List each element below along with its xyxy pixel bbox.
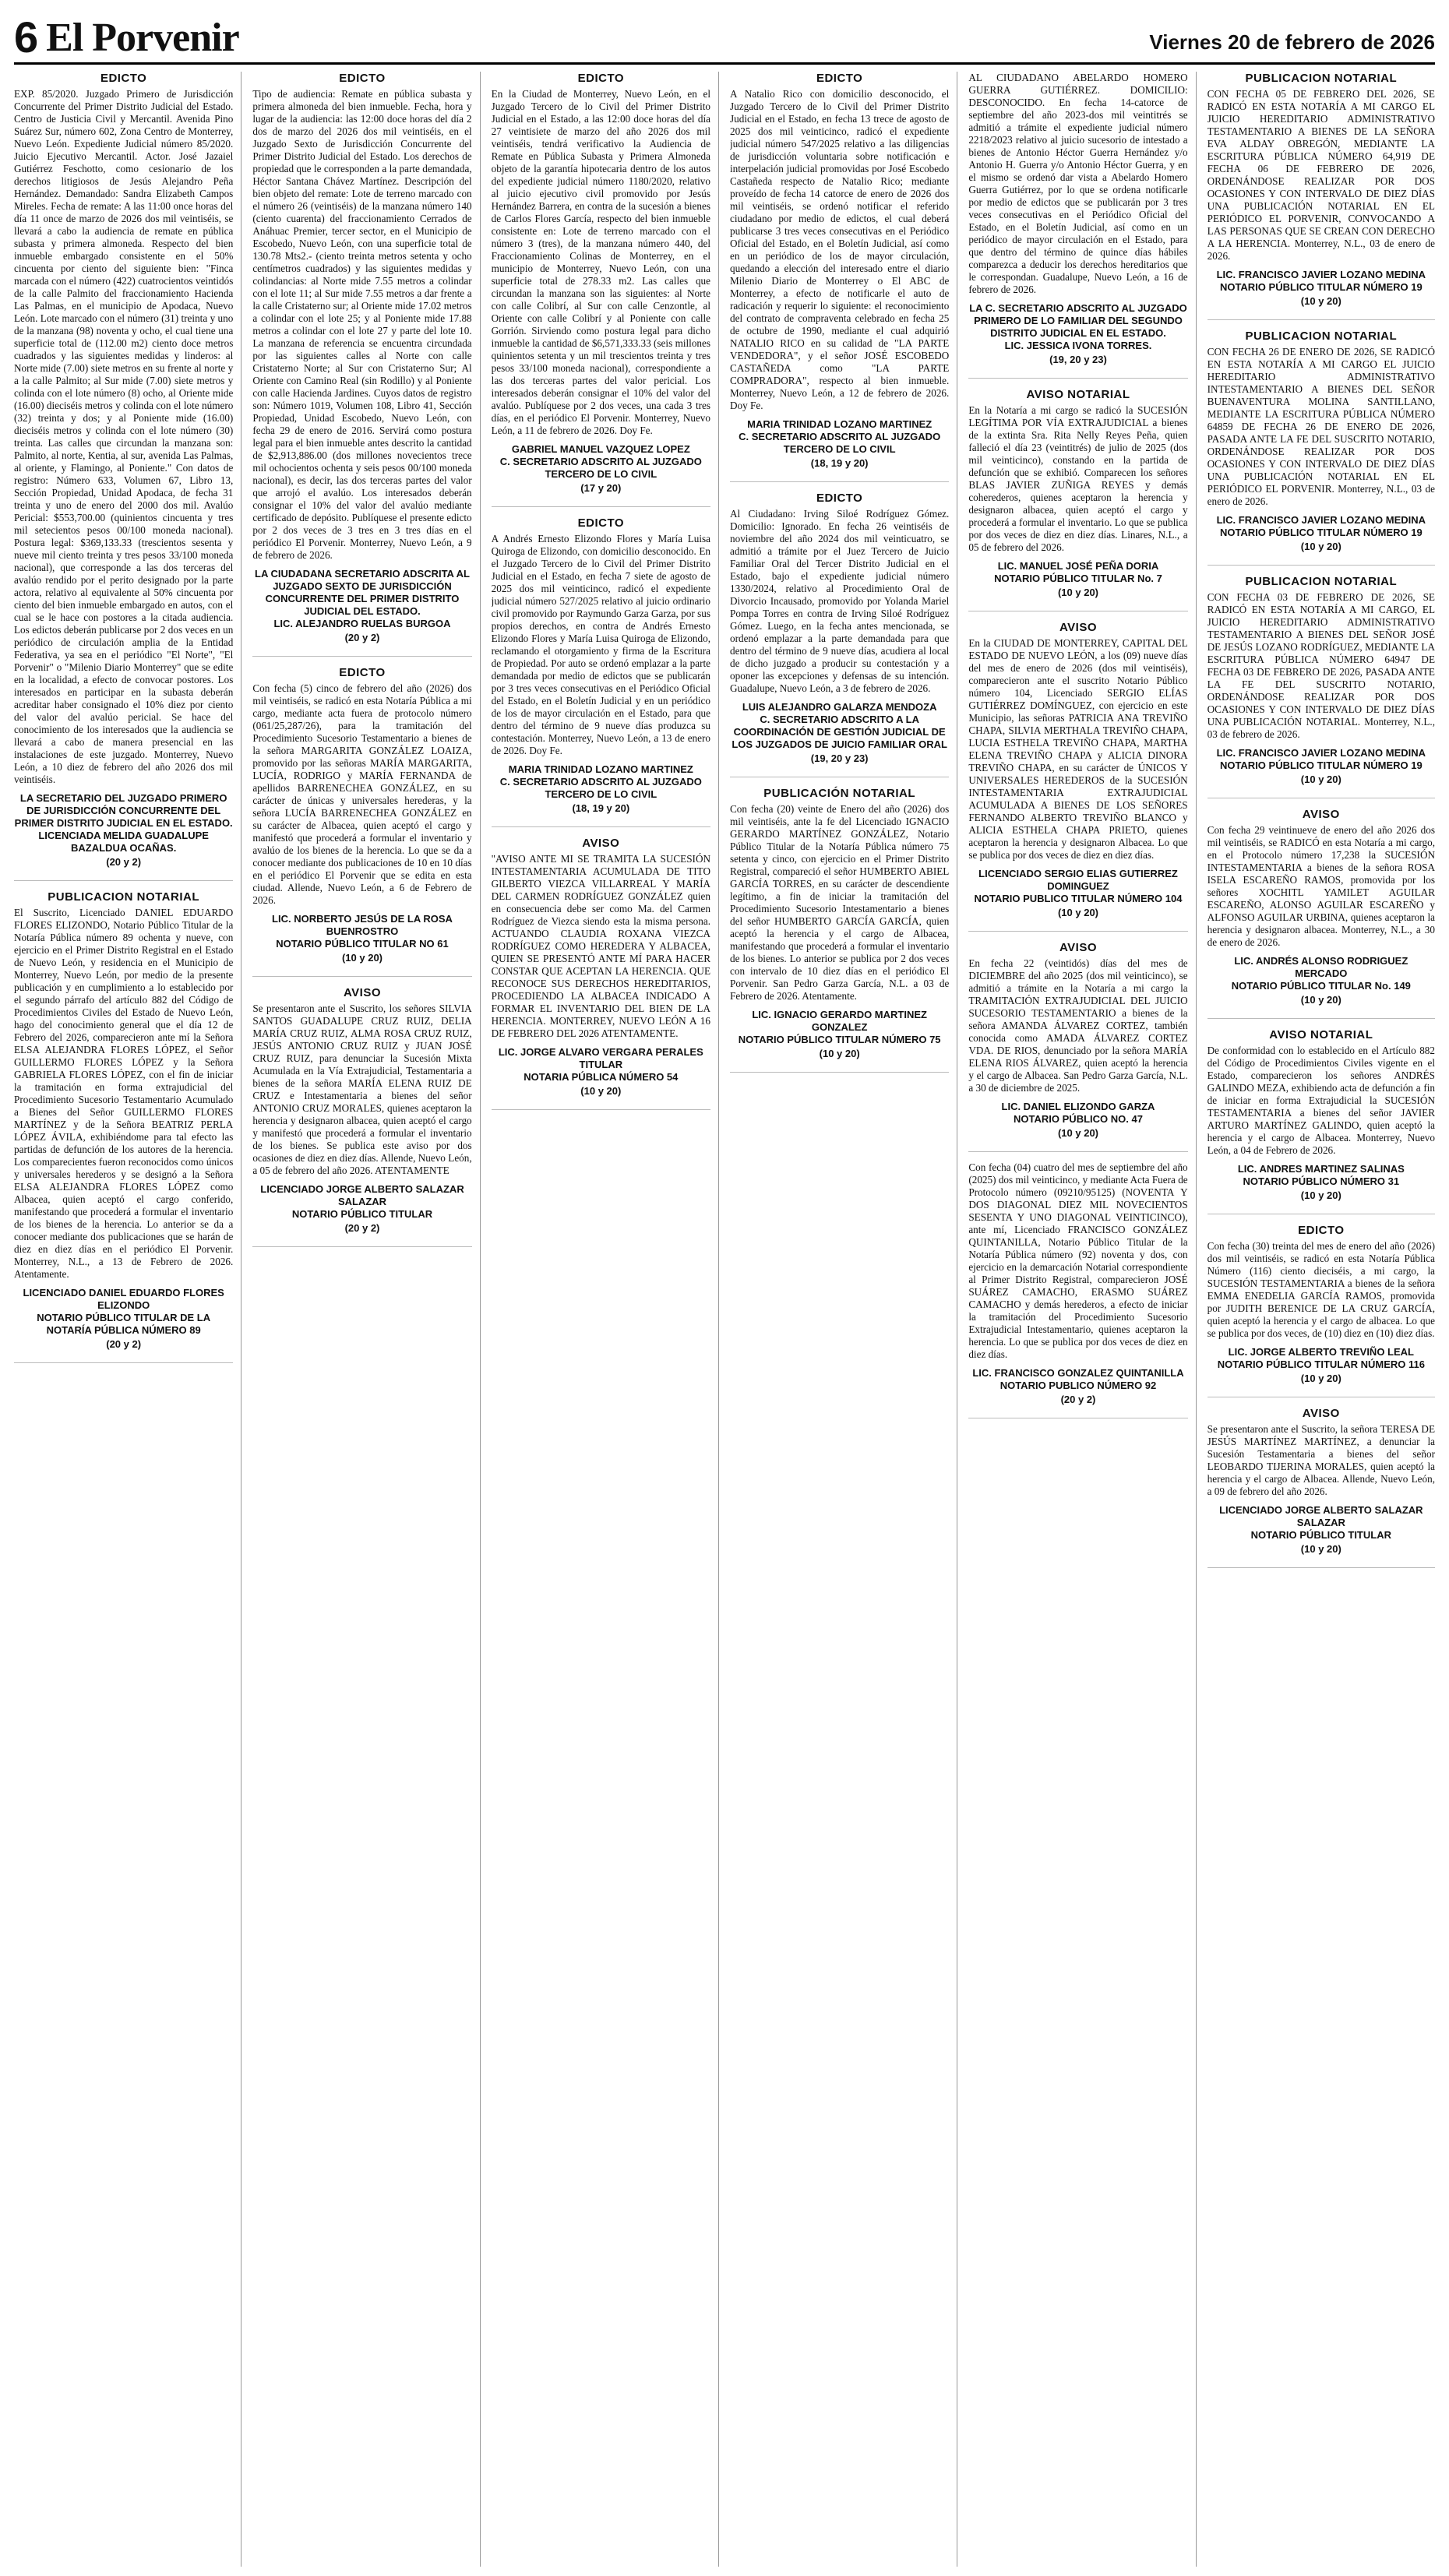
legal-notice <box>968 72 1187 365</box>
notice-title: EDICTO <box>339 72 386 85</box>
column-2 <box>252 72 480 2567</box>
notice-body: Tipo de audiencia: Remate en pública subasta y primera almoneda del bien inmueble. Fecha, hora y lugar de la audiencia: las 12:00 doce horas del día 2 dos de marzo del 2026 dos mil veintiséis, en el Juzgado Sexto de Jurisdicción Concurrente del Primer Distrito Judicial del Estado. Los derechos de propiedad que le corresponden a la parte demandada, Héctor Santana Chávez Martínez. Descripción del bien objeto del remate: Lote de terreno marcado con el número 26 (veintiséis) de la manzana número 140 (ciento cuarenta) del fraccionamiento Cerrados de Anáhuac Premier, tercer sector, en el Municipio de Escobedo, Nuevo León, con una superficie total de 130.78 Mts2.- (ciento treinta metros setenta y ocho centímetros cuadrados) y las siguientes medidas y colindancias: al Norte mide 7.55 metros a colindar con el lote 11; al Sur mide 7.55 metros a dar frente a la calle Cristaterno sur; al Oriente mide 17.02 metros a colindar con el lote 25; y al Poniente mide 17.88 metros a colindar con el lote 27 y parte del lote 10. La manzana de referencia se encuentra circundada por las siguientes calles al Norte con calle Cristaterno Norte; al Sur con Cristaterno Sur; Al Oriente con Camino Real (sin Rodillo) y al Poniente con calle Hacienda Jardines. Cuyos datos de registro son: Número 1019, Volumen 108, Libro 41, Sección Propiedad, Unidad Escobedo, Nuevo León, con fecha 29 de enero de 2016. Servirá como postura legal para el bien inmueble antes descrito la cantidad de $2,913,886.00 (dos millones novecientos trece mil ochocientos ochenta y seis pesos 00/100 moneda nacional), es decir, las dos terceras partes del valor que arrojó el avalúo. Los interesados deberán consignar el 10% del valor del avalúo mediante certificado de depósito. Publíquese el presente edicto por 2 dos veces de 3 tres en 3 tres días en el periódico El Porvenir. Monterrey, Nuevo León, a 9 de febrero de 2026. <box>252 88 472 561</box>
newspaper-name: El Porvenir <box>46 16 239 60</box>
column-6 <box>1208 72 1435 2567</box>
legal-notice <box>252 666 471 964</box>
notice-signature: LIC. FRANCISCO GONZALEZ QUINTANILLA NOTARIO PUBLICO NÚMERO 92 <box>972 1367 1184 1391</box>
masthead <box>14 8 1435 62</box>
notice-title: AVISO NOTARIAL <box>1026 388 1130 401</box>
notice-title: EDICTO <box>816 72 863 85</box>
notice-body: En la Ciudad de Monterrey, Nuevo León, en el Juzgado Tercero de lo Civil del Primer Distrito Judicial en el Estado, a las 12:00 doce horas del día 27 veintisiete de marzo del año 2026 dos mil veintiséis, tendrá verificativo la Audiencia de Remate en Pública Subasta y Primera Almoneda objeto de la garantía hipotecaria dentro de los autos del expediente judicial número 1180/2020, relativo al juicio ejecutivo civil promovido por Jesús Hernández Barrera, en contra de la sucesión a bienes de Carlos Flores García, respecto del bien inmueble consistente en: Lote de terreno marcado con el número 3 (tres), de la manzana número 440, del Fraccionamiento Colinas de Monterrey, en el municipio de Monterrey, Nuevo León, con una superficie total de 278.33 m2. Las calles que circundan la manzana son las siguientes: al Norte con calle Colibrí, al Sur con calle Cenzontle, al Oriente con calle Colibrí y al Poniente con calle Gorrión. Sirviendo como postura legal para dicho inmueble la cantidad de $6,571,333.33 (seis millones quinientos setenta y un mil trescientos treinta y tres pesos 33/100 moneda nacional), correspondiente a las dos terceras partes del valor pericial. Los interesados deberán consignar el 10% del valor del avalúo. Publíquese por 2 dos veces, una cada 3 tres días, en el periódico El Porvenir. Monterrey, Nuevo León, a 11 de febrero de 2026. Doy Fe. <box>491 88 710 436</box>
notice-signature: LIC. FRANCISCO JAVIER LOZANO MEDINA NOTARIO PÚBLICO TITULAR NÚMERO 19 <box>1216 747 1426 771</box>
notice-title: PUBLICACION NOTARIAL <box>1245 575 1398 588</box>
publication-dates: (19, 20 y 23) <box>1049 354 1107 365</box>
publication-dates: (10 y 20) <box>819 1048 860 1059</box>
legal-notice <box>730 72 949 469</box>
notice-signature: LIC. ANDRÉS ALONSO RODRIGUEZ MERCADO NOTARIO PÚBLICO TITULAR No. 149 <box>1231 955 1411 992</box>
notice-title: PUBLICACION NOTARIAL <box>48 890 200 904</box>
notice-body: Con fecha (04) cuatro del mes de septiembre del año (2025) dos mil veinticinco, y mediante Acta Fuera de Protocolo número (09210/95125) (NOVENTA Y DOS DIAGONAL DIEZ MIL NOVECIENTOS SESENTA Y UNO DIAGONAL VEINTICINCO), ante mí, Licenciado FRANCISCO GONZÁLEZ QUINTANILLA, Notario Público Titular de la Notaría Pública número (92) noventa y dos, con ejercicio en la demarcación Notarial correspondiente al Primer Distrito Registral, comparecieron JOSÉ SUÁREZ CAMACHO, ERASMO SUÁREZ CAMACHO y demás herederos, a efecto de iniciar la tramitación del Procedimiento Sucesorio Extrajudicial Intestamentario, quienes aceptaron la herencia. Lo que se publica por dos veces de diez en diez días. <box>968 1161 1188 1360</box>
notice-title: EDICTO <box>339 666 386 679</box>
masthead-rule <box>14 62 1435 65</box>
publication-dates: (18, 19 y 20) <box>572 802 630 814</box>
notice-signature: LICENCIADO SERGIO ELIAS GUTIERREZ DOMINGUEZ NOTARIO PUBLICO TITULAR NÚMERO 104 <box>974 868 1183 904</box>
notice-divider <box>252 976 471 977</box>
notice-divider <box>968 378 1187 379</box>
notice-signature: LIC. NORBERTO JESÚS DE LA ROSA BUENROSTRO NOTARIO PÚBLICO TITULAR NO 61 <box>272 913 453 950</box>
notice-divider <box>1208 1018 1435 1019</box>
legal-notice <box>492 72 710 494</box>
notice-signature: LIC. IGNACIO GERARDO MARTINEZ GONZALEZ NOTARIO PÚBLICO TITULAR NÚMERO 75 <box>738 1009 941 1045</box>
publication-dates: (10 y 20) <box>1300 774 1341 785</box>
notice-signature: LIC. JORGE ALBERTO TREVIÑO LEAL NOTARIO PÚBLICO TITULAR NÚMERO 116 <box>1217 1346 1425 1370</box>
publication-dates: (18, 19 y 20) <box>810 457 869 469</box>
column-4 <box>730 72 957 2567</box>
publication-dates: (10 y 20) <box>1300 994 1341 1006</box>
notice-divider <box>492 1109 710 1110</box>
page-number: 6 <box>14 12 39 62</box>
notice-body: "AVISO ANTE MI SE TRAMITA LA SUCESIÓN INTESTAMENTARIA ACUMULADA DE TITO GILBERTO VIEZCA VILLARREAL Y MARÍA DEL CARMEN RODRÍGUEZ GONZÁLEZ quien en consecuencia debe ser como Ma. del Carmen Rodríguez de Viezca siendo esta la misma persona. ACTUANDO CLAUDIA ROXANA VIEZCA RODRÍGUEZ COMO HEREDERA Y ALBACEA, QUIEN SE PRESENTÓ ANTE MÍ PARA HACER CONSTAR QUE ACEPTAN LA HERENCIA. QUE RECONOCE SUS DERECHOS HEREDITARIOS, PROCEDIENDO LA ALBACEA INDICADO A FORMAR EL INVENTARIO DEL BIEN DE LA HERENCIA. MONTERREY, NUEVO LEÓN A 16 DE FEBRERO DEL 2026 ATENTAMENTE. <box>491 853 710 1039</box>
notice-divider <box>14 1362 233 1363</box>
notice-title: AVISO <box>1302 1407 1340 1420</box>
notice-signature: LIC. MANUEL JOSÉ PEÑA DORIA NOTARIO PÚBLICO TITULAR No. 7 <box>994 560 1162 584</box>
notice-body: EXP. 85/2020. Juzgado Primero de Jurisdicción Concurrente del Primer Distrito Judicial del Estado. Centro de Justicia Civil y Mercantil. Avenida Pino Suárez Sur, número 602, Zona Centro de Monterrey, Nuevo León. Expediente Judicial número 85/2020. Juicio Ejecutivo Mercantil. Actor. José Jazaiel Gutiérrez Feschotto, como cesionario de los derechos litigiosos de Jesús Alejandro Peña Hernández. Demandado: Sandra Elizabeth Campos Mireles. Fecha de remate: A las 11:00 once horas del día 11 once de marzo de 2026 dos mil veintiséis, se llevará a cabo la audiencia de remate en pública subasta y primera almoneda. Respecto del bien inmueble embargado consistente en el 50% cincuenta por ciento del siguiente bien: "Finca marcada con el número (422) cuatrocientos veintidós de la calle Palmito del fraccionamiento Hacienda Las Palmas, en el municipio de Apodaca, Nuevo León. Lote marcado con el número (31) treinta y uno de la manzana (98) noventa y ocho, el cual tiene una superficie total de (112.00 m2) ciento doce metros cuadrados y las siguientes medidas y linderos: al Norte mide (7.00) siete metros en su frente al norte y a la calle Palmito; al Sur mide (7.00) siete metros y colinda con el lote número (8) ocho, al Oriente mide (16.00) dieciséis metros y colinda con el lote número (32) treinta y dos; y al Poniente mide (16.00) dieciséis metros y colinda con el lote número (30) treinta. Las calles que circundan la manzana son: Palmito, al norte, Kentia, al sur, avenida Las Palmas, al oriente, y Flamingo, al Poniente." Con datos de registro: Número 633, Volumen 67, Libro 13, Sección Propiedad, Unidad Apodaca, de fecha 31 treinta y uno de enero del 2000 dos mil. Avalúo Pericial: $553,700.00 (quinientos cincuenta y tres mil setecientos pesos 00/100 moneda nacional). Postura legal: $369,133.33 (trescientos sesenta y nueve mil ciento treinta y tres pesos 33/100 moneda nacional), que corresponde a las dos terceras del avalúo rendido por el perito designado por la parte actora, relativo al equivalente al 50% cincuenta por ciento del bien inmueble embargado en autos, con el cual se le hace con postores a la citada audiencia. Los edictos deberán publicarse por 2 dos veces en un periódico de circulación amplia de la Entidad Federativa, ya sea en el periódico "El Norte", "El Porvenir" o "Milenio Diario Monterrey" que se edite en la localidad, a efecto de convocar postores. Los interesados en participar en la subasta deberán acreditar haber consignado el 10% diez por ciento del valor del avalúo pericial. Se hace del conocimiento de los interesados que la audiencia se llevará a cabo de manera presencial en las instalaciones de este juzgado. Monterrey, Nuevo León, a 10 diez de febrero del año 2026 dos mil veintiséis. <box>14 88 234 785</box>
legal-notice <box>1208 1224 1435 1384</box>
notice-title: EDICTO <box>1298 1224 1345 1237</box>
notice-signature: GABRIEL MANUEL VAZQUEZ LOPEZ C. SECRETARIO ADSCRITO AL JUZGADO TERCERO DE LO CIVIL <box>499 443 702 480</box>
notice-body: CON FECHA 05 DE FEBRERO DEL 2026, SE RADICÓ EN ESTA NOTARÍA A MI CARGO EL JUICIO HEREDITARIO ADMINISTRATIVO TESTAMENTARIO A BIENES DE LA SEÑORA EVA ALDAY OBREGÓN, MEDIANTE LA ESCRITURA PÚBLICA NÚMERO 64,919 DE FECHA 06 DE FEBRERO DE 2026, ORDENÁNDOSE REALIZAR POR DOS OCASIONES Y CON INTERVALO DE DIEZ DÍAS UNA PUBLICACIÓN NOTARIAL EN EL PERIÓDICO EL PORVENIR, CONVOCANDO A LAS PERSONAS QUE SE CREAN CON DERECHO A LA HERENCIA. Monterrey, N.L., 03 de enero de 2026. <box>1207 88 1435 262</box>
publication-dates: (10 y 20) <box>1057 907 1099 918</box>
notice-body: En la Notaría a mi cargo se radicó la SUCESIÓN LEGÍTIMA POR VÍA EXTRAJUDICIAL a bienes de la extinta Sra. Rita Nelly Reyes Peña, quien falleció el día 23 (veintitrés) de julio de 2025 (dos mil veinticinco), constando en la partida de defunción que se exhibió. Comparecen los señores BLAS JAVIER ZUÑIGA REYES y demás coherederos, quienes aceptaron la herencia y designaron albacea, quien aceptó el cargo y procederá a formular el inventario. Lo que se publica por dos veces de diez en diez días. Linares, N.L., a 05 de febrero del 2026. <box>968 404 1188 553</box>
legal-notice <box>492 837 710 1097</box>
notice-divider <box>252 1246 471 1247</box>
notice-body: Con fecha (5) cinco de febrero del año (2026) dos mil veintiséis, se radicó en esta Notaría Pública a mi cargo, mediante acta fuera de protocolo número (061/25,287/26), para la tramitación del Procedimiento Sucesorio Testamentario a bienes de la señora MARGARITA GONZÁLEZ LOAIZA, promovido por las señoras MARÍA MARGARITA, LUCÍA, RODRIGO y MARÍA FERNANDA de apellidos BARRENECHEA GONZÁLEZ, en su carácter de únicas y universales herederas, y la señora LUCÍA BARRENECHEA GONZÁLEZ en su carácter de Albacea, quien aceptó el cargo y manifestó que procederá a formular el inventario y avalúo de los bienes de la herencia. Lo que se da a conocer mediante dos publicaciones de 10 en 10 días en el periódico El Porvenir que se edita en esta ciudad. Allende, Nuevo León, a 6 de Febrero de 2026. <box>252 682 472 906</box>
legal-notice <box>968 621 1187 918</box>
legal-notice <box>1208 808 1435 1006</box>
notice-signature: LIC. FRANCISCO JAVIER LOZANO MEDINA NOTARIO PÚBLICO TITULAR NÚMERO 19 <box>1216 514 1426 538</box>
notice-title: PUBLICACION NOTARIAL <box>1245 329 1398 343</box>
notice-divider <box>968 931 1187 932</box>
notice-body: De conformidad con lo establecido en el Artículo 882 del Código de Procedimientos Civiles vigente en el Estado, comparecieron los señores ANDRÉS GALINDO MEZA, exhibiendo acta de defunción a fin de iniciar en forma Extrajudicial la SUCESIÓN TESTAMENTARIA a bienes del señor JAVIER ARTURO MARTÍNEZ GALINDO, quien aceptó la herencia y el cargo de Albacea. Monterrey, Nuevo León, a 04 de Febrero de 2026. <box>1207 1045 1435 1156</box>
classifieds-columns <box>14 72 1435 2567</box>
publication-dates: (10 y 20) <box>1300 1189 1341 1201</box>
publication-dates: (20 y 2) <box>344 632 380 643</box>
legal-notice <box>1208 329 1435 552</box>
legal-notice <box>968 941 1187 1139</box>
notice-divider <box>252 656 471 657</box>
legal-notice <box>492 516 710 814</box>
notice-signature: LIC. DANIEL ELIZONDO GARZA NOTARIO PÚBLICO NO. 47 <box>1001 1101 1155 1125</box>
notice-title: PUBLICACION NOTARIAL <box>1245 72 1398 85</box>
publication-dates: (10 y 20) <box>1300 541 1341 552</box>
notice-divider <box>14 880 233 881</box>
legal-notice <box>14 890 233 1350</box>
notice-signature: LA SECRETARIO DEL JUZGADO PRIMERO DE JURISDICCIÓN CONCURRENTE DEL PRIMER DISTRITO JUDICIAL EN EL ESTADO. LICENCIADA MELIDA GUADALUPE BAZALDUA OCAÑAS. <box>14 792 233 854</box>
publication-dates: (10 y 20) <box>341 952 383 964</box>
notice-body: Con fecha (30) treinta del mes de enero del año (2026) dos mil veintiséis, se radicó en esta Notaría Pública Número (116) ciento dieciséis, a mi cargo, la SUCESIÓN TESTAMENTARIA a bienes de la señora EMMA ENEDELIA GARCÍA RAMOS, promovida por JUDITH BERENICE DE LA CRUZ GARCÍA, quien aceptó la herencia y el cargo de albacea. Lo que se publica por dos veces, de (10) diez en (10) diez días. <box>1207 1240 1435 1339</box>
legal-notice <box>1208 575 1435 785</box>
notice-title: EDICTO <box>100 72 147 85</box>
legal-notice <box>730 492 949 764</box>
issue-date: Viernes 20 de febrero de 2026 <box>1149 30 1435 54</box>
publication-dates: (10 y 20) <box>1057 587 1099 598</box>
notice-title: AVISO NOTARIAL <box>1269 1028 1373 1041</box>
notice-body: CON FECHA 03 DE FEBRERO DE 2026, SE RADICÓ EN ESTA NOTARÍA A MI CARGO, EL JUICIO HEREDITARIO ADMINISTRATIVO TESTAMENTARIO A BIENES DEL SEÑOR JOSÉ DE JESÚS LOZANO RODRÍGUEZ, MEDIANTE LA ESCRITURA PÚBLICA NÚMERO 64947 DE FECHA 03 DE FEBRERO DE 2026, PASADA ANTE LA FE DEL SUSCRITO NOTARIO, ORDENÁNDOSE REALIZAR POR DOS OCASIONES Y CON INTERVALO DE DIEZ DÍAS UNA PUBLICACIÓN NOTARIAL. Monterrey, N.L., 03 de febrero de 2026. <box>1207 591 1435 740</box>
notice-title: EDICTO <box>577 72 625 85</box>
notice-body: En fecha 22 (veintidós) días del mes de DICIEMBRE del año 2025 (dos mil veinticinco), se admitió a trámite en la Notaría a mi cargo la TRAMITACIÓN EXTRAJUDICIAL DEL JUICIO SUCESORIO TESTAMENTARIO a bienes de la señora AMANDA ÁLVAREZ CORTEZ, también conocida como AMADA ÁLVAREZ CORTEZ VDA. DE RIOS, denunciado por la señora MARÍA ELENA RIOS ÁLVAREZ, quien aceptó la herencia y el cargo de Albacea. San Pedro Garza García, N.L. a 30 de diciembre de 2025. <box>968 957 1188 1094</box>
legal-notice <box>14 72 233 868</box>
notice-body: Se presentaron ante el Suscrito, la señora TERESA DE JESÚS MARTÍNEZ MARTÍNEZ, a denunciar la Sucesión Testamentaria a bienes del señor LEOBARDO TIJERINA MORALES, quien aceptó la herencia y el cargo de Albacea. Allende, Nuevo León, a 09 de febrero del año 2026. <box>1207 1423 1435 1497</box>
publication-dates: (10 y 20) <box>580 1085 622 1097</box>
notice-divider <box>730 1072 949 1073</box>
notice-title: AVISO <box>343 986 382 999</box>
publication-dates: (10 y 20) <box>1300 295 1341 307</box>
notice-divider <box>1208 319 1435 320</box>
publication-dates: (20 y 2) <box>106 856 142 868</box>
publication-dates: (10 y 20) <box>1300 1543 1341 1555</box>
notice-signature: MARIA TRINIDAD LOZANO MARTINEZ C. SECRETARIO ADSCRITO AL JUZGADO TERCERO DE LO CIVIL <box>499 763 702 800</box>
publication-dates: (10 y 20) <box>1057 1127 1099 1139</box>
notice-signature: LICENCIADO DANIEL EDUARDO FLORES ELIZONDO NOTARIO PÚBLICO TITULAR DE LA NOTARÍA PÚBLICA NÚMERO 89 <box>23 1287 224 1336</box>
notice-body: A Natalio Rico con domicilio desconocido, el Juzgado Tercero de lo Civil del Primer Distrito Judicial en el Estado, en fecha 13 trece de agosto de 2025 dos mil veinticinco, radicó el expediente judicial número 547/2025 relativo a las diligencias de jurisdicción voluntaria sobre notificación e interpelación judicial promovidas por José Escobedo Castañeda respecto de Natalio Rico; mediante proveído de fecha 14 catorce de enero de 2026 dos mil veintiséis, se ordenó notificar el referido ciudadano por medio de edictos, el cual deberá publicarse 3 tres veces consecutivas en el Periódico Oficial del Estado, en el Boletín Judicial, así como en un periódico de los de mayor circulación, quedando a elección del interesado entre el diario Milenio Diario de Monterrey o El ABC de Monterrey, a efecto de notificarle el auto de radicación y requerir lo siguiente: el reconocimiento del contrato de compraventa celebrado en fecha 25 de octubre de 1990, mediante el cual adquirió NATALIO RICO en su calidad de "LA PARTE VENDEDORA", y el señor JOSÉ ESCOBEDO CASTAÑEDA como "LA PARTE COMPRADORA", respecto al bien inmueble. Monterrey, Nuevo León, a 12 de febrero de 2026. Doy Fe. <box>730 88 950 411</box>
notice-signature: LIC. ANDRES MARTINEZ SALINAS NOTARIO PÚBLICO NÚMERO 31 <box>1237 1163 1405 1187</box>
notice-signature: LUIS ALEJANDRO GALARZA MENDOZA C. SECRETARIO ADSCRITO A LA COORDINACIÓN DE GESTIÓN JUDICIAL DE LOS JUZGADOS DE JUICIO FAMILIAR ORAL <box>732 701 947 750</box>
notice-divider <box>730 481 949 482</box>
notice-signature: LICENCIADO JORGE ALBERTO SALAZAR SALAZAR NOTARIO PÚBLICO TITULAR <box>260 1183 464 1220</box>
notice-divider <box>492 826 710 827</box>
notice-title: AVISO <box>1302 808 1340 821</box>
notice-body: Con fecha (20) veinte de Enero del año (2026) dos mil veintiséis, ante la fe del Licenciado IGNACIO GERARDO MARTÍNEZ GONZÁLEZ, Notario Público Titular de la Notaría Pública número 75 setenta y cinco, con ejercicio en el Primer Distrito Registral, compareció el señor HUMBERTO ABIEL GARCÍA TORRES, en su carácter de descendiente legítimo, a fin de iniciar la tramitación del Procedimiento Sucesorio Intestamentario a bienes del señor HUMBERTO GARCÍA GARCÍA, quien aceptó la herencia y el cargo de Albacea, manifestando que procederá a formular el inventario de los bienes. Lo anterior se publica por 2 dos veces con intervalo de 10 diez días en el periódico El Porvenir. San Pedro Garza García, N.L. a 03 de Febrero de 2026. Atentamente. <box>730 803 950 1002</box>
column-1 <box>14 72 242 2567</box>
notice-divider <box>492 506 710 507</box>
notice-signature: MARIA TRINIDAD LOZANO MARTINEZ C. SECRETARIO ADSCRITO AL JUZGADO TERCERO DE LO CIVIL <box>739 418 941 455</box>
publication-dates: (17 y 20) <box>580 482 622 494</box>
notice-title: AVISO <box>582 837 620 850</box>
notice-title: AVISO <box>1059 621 1098 634</box>
publication-dates: (20 y 2) <box>344 1222 380 1234</box>
notice-signature: LICENCIADO JORGE ALBERTO SALAZAR SALAZAR NOTARIO PÚBLICO TITULAR <box>1219 1504 1423 1541</box>
legal-notice <box>968 388 1187 598</box>
brand <box>14 12 239 62</box>
notice-body: Se presentaron ante el Suscrito, los señores SILVIA SANTOS GUADALUPE CRUZ RUIZ, DELIA MARÍA CRUZ RUIZ, ALMA ROSA CRUZ RUIZ, JESÚS ANTONIO CRUZ RUIZ y JUAN JOSÉ CRUZ RUIZ, para denunciar la Sucesión Mixta Acumulada en la Vía Extrajudicial, Testamentaria a bienes de la señora MARÍA ELENA RUIZ DE CRUZ e Intestamentaria a bienes del señor ANTONIO CRUZ MORALES, quienes aceptaron la herencia y designaron albacea, quien aceptó el cargo y manifestó que procederá a formular el inventario de los bienes. Se publica este aviso por dos ocasiones de diez en diez días. Allende, Nuevo León, a 05 de febrero del año 2026. ATENTAMENTE <box>252 1003 472 1176</box>
notice-divider <box>1208 1567 1435 1568</box>
publication-dates: (19, 20 y 23) <box>810 752 869 764</box>
notice-body: En la CIUDAD DE MONTERREY, CAPITAL DEL ESTADO DE NUEVO LEÓN, a los (09) nueve días del mes de enero de 2026 (dos mil veintiséis), comparecieron ante el suscrito Notario Público número 104, Licenciado SERGIO ELÍAS GUTIÉRREZ DOMÍNGUEZ, con ejercicio en este Municipio, las señoras PATRICIA ANA TREVIÑO CHAPA, SILVIA MERTHALA TREVIÑO CHAPA, LUCIA ESTHELA TREVIÑO CHAPA, MARTHA ELENA TREVIÑO CHAPA y ALICIA DINORA TREVIÑO CHAPA, en su carácter de ÚNICOS Y UNIVERSALES HEREDEROS de la SUCESIÓN INTESTAMENTARIA EXTRAJUDICIAL ACUMULADA A BIENES DE LOS SEÑORES FERNANDO ALBERTO TREVIÑO BLANCO y ALICIA ESTHELA CHAPA PRIETO, quienes aceptaron la herencia y designaron Albacea. Lo que se publica por dos veces de diez en diez días. <box>968 637 1188 861</box>
notice-body: AL CIUDADANO ABELARDO HOMERO GUERRA GUTIÉRREZ. DOMICILIO: DESCONOCIDO. En fecha 14-catorce de septiembre del año 2023-dos mil veintitrés se admitió a trámite el expediente judicial número 2218/2023 relativo al juicio sucesorio de intestado a bienes de Antonio Héctor Guerra Hernández y/o Antonio H. Guerra y/o Antonio Héctor Guerra, y en el mismo se ordenó dar vista a Abelardo Homero Guerra Gutiérrez, por lo que se ordena notificarle por medio de edictos que se publicarán por 3 tres veces consecutivas en el Periódico Oficial del Estado, en el Boletín Judicial, así como en un periódico de mayor circulación en el Estado, para que dentro del término de quince días hábiles comparezca a deducir los derechos hereditarios que le correspondan. Guadalupe, Nuevo León, a 16 de febrero de 2026. <box>968 72 1188 295</box>
column-5 <box>968 72 1196 2567</box>
legal-notice <box>252 986 471 1234</box>
publication-dates: (20 y 2) <box>106 1338 142 1350</box>
column-3 <box>492 72 719 2567</box>
legal-notice <box>730 787 949 1059</box>
legal-notice <box>968 1161 1187 1405</box>
publication-dates: (10 y 20) <box>1300 1373 1341 1384</box>
notice-divider <box>1208 565 1435 566</box>
notice-title: PUBLICACIÓN NOTARIAL <box>763 787 916 800</box>
notice-body: Al Ciudadano: Irving Siloé Rodríguez Gómez. Domicilio: Ignorado. En fecha 26 veintiséis de noviembre del año 2024 dos mil veinticuatro, se admitió a trámite por el Juez Tercero de Juicio Familiar Oral del Tercer Distrito Judicial en el Estado, bajo el expediente judicial número 1330/2024, relativo al Procedimiento Oral de Divorcio Incausado, promovido por Yolanda Mariel Pompa Torres en contra de Irving Siloé Rodríguez Gómez. Luego, en la fecha antes mencionada, se ordenó emplazar a la parte demandada para que dentro del término de 9 nueve días, acudiera al local de dicho juzgado a producir su contestación y a oponer las excepciones y defensas de su intención. Guadalupe, Nuevo León, a 3 de febrero de 2026. <box>730 508 950 694</box>
legal-notice <box>1208 1028 1435 1201</box>
notice-signature: LIC. FRANCISCO JAVIER LOZANO MEDINA NOTARIO PÚBLICO TITULAR NÚMERO 19 <box>1216 269 1426 293</box>
notice-title: EDICTO <box>577 516 625 530</box>
legal-notice <box>1208 72 1435 307</box>
notice-body: A Andrés Ernesto Elizondo Flores y María Luisa Quiroga de Elizondo, con domicilio desconocido. En el Juzgado Tercero de lo Civil del Primer Distrito Judicial en el Estado, en fecha 7 siete de agosto de 2025 dos mil veinticinco, radicó el expediente judicial número 527/2025 relativo al juicio ordinario civil promovido por Raymundo Garza Garza, por sus propios derechos, en contra de Andrés Ernesto Elizondo Flores y María Luisa Quiroga de Elizondo, reclamando el otorgamiento y firma de la Escritura de Propiedad. Por auto se ordenó emplazar a la parte demandada por medio de edictos que se publicarán por 3 tres veces consecutivas en el Periódico Oficial del Estado, en el Boletín Judicial y en un periódico de los de mayor circulación en el Estado, para que dentro del término de 9 nueve días produzca su contestación. Monterrey, Nuevo León, a 13 de enero de 2026. Doy Fe. <box>491 533 710 756</box>
notice-divider <box>968 1151 1187 1152</box>
notice-title: EDICTO <box>816 492 863 505</box>
publication-dates: (20 y 2) <box>1060 1394 1096 1405</box>
notice-body: El Suscrito, Licenciado DANIEL EDUARDO FLORES ELIZONDO, Notario Público Titular de la Notaría Pública número 89 ochenta y nueve, con ejercicio en el Primer Distrito Registral en el Estado de Nuevo León, y residencia en el Municipio de Monterrey, Nuevo León, por medio de la presente publicación y en cumplimiento a lo establecido por el segundo párrafo del artículo 882 del Código de Procedimientos Civiles del Estado de Nuevo León, hago del conocimiento general que el día 12 de Febrero del 2026, comparecieron ante mí la Señora ELSA ALEJANDRA FLORES LÓPEZ, el Señor GUILLERMO FLORES LÓPEZ y la Señora GABRIELA FLORES LÓPEZ, con el fin de iniciar la tramitación en forma extrajudicial del Procedimiento Sucesorio Testamentario Acumulado a Bienes del Señor GUILLERMO FLORES MARTÍNEZ y de la Señora BEATRIZ PERLA LÓPEZ ÁVILA, exhibiéndome para tal efecto las partidas de defunción de los autores de la herencia. Los comparecientes fueron reconocidos como únicos y universales herederos y se designó a la Señora ELSA ALEJANDRA FLORES LÓPEZ como Albacea, quien aceptó el cargo conferido, manifestando que procederá a formular el inventario de los bienes de la herencia. Lo anterior se da a conocer mediante dos publicaciones que se harán de diez en diez días en el periódico El Porvenir. Monterrey, N.L., a 13 de Febrero de 2026. Atentamente. <box>14 907 234 1280</box>
legal-notice <box>1208 1407 1435 1555</box>
notice-signature: LIC. JORGE ALVARO VERGARA PERALES TITULAR NOTARIA PÚBLICA NÚMERO 54 <box>498 1046 703 1083</box>
notice-signature: LA CIUDADANA SECRETARIO ADSCRITA AL JUZGADO SEXTO DE JURISDICCIÓN CONCURRENTE DEL PRIMER DISTRITO JUDICIAL DEL ESTADO. LIC. ALEJANDRO RUELAS BURGOA <box>255 568 470 629</box>
legal-notice <box>252 72 471 643</box>
notice-signature: LA C. SECRETARIO ADSCRITO AL JUZGADO PRIMERO DE LO FAMILIAR DEL SEGUNDO DISTRITO JUDICIAL EN EL ESTADO. LIC. JESSICA IVONA TORRES. <box>969 302 1187 351</box>
notice-body: Con fecha 29 veintinueve de enero del año 2026 dos mil veintiséis, se RADICÓ en esta Notaría a mi cargo, en el Protocolo número 17,238 la SUCESIÓN INTESTAMENTARIA a bienes de la señora ROSA ISELA ESCAREÑO RAMOS, promovida por los señores XOCHITL YAMILET AGUILAR ESCAREÑO, ALONSO AGUILAR ESCAREÑO y ALFONSO AGUILAR URBINA, quienes aceptaron la herencia y designaron albacea. Monterrey, N.L., a 30 de enero de 2026. <box>1207 824 1435 948</box>
notice-title: AVISO <box>1059 941 1098 954</box>
notice-body: CON FECHA 26 DE ENERO DE 2026, SE RADICÓ EN ESTA NOTARÍA A MI CARGO EL JUICIO HEREDITARIO ADMINISTRATIVO INTESTAMENTARIO A BIENES DEL SEÑOR BUENAVENTURA MOLINA SANTILLANO, MEDIANTE LA ESCRITURA PÚBLICA NÚMERO 64859 DE FECHA 26 DE ENERO DE 2026, PASADA ANTE LA FE DEL SUSCRITO NOTARIO, ORDENÁNDOSE REALIZAR POR DOS OCASIONES Y CON INTERVALO DE DIEZ DÍAS UNA PUBLICACIÓN NOTARIAL EN EL PERIÓDICO EL PORVENIR. Monterrey, N.L., 03 de enero de 2026. <box>1207 346 1435 507</box>
